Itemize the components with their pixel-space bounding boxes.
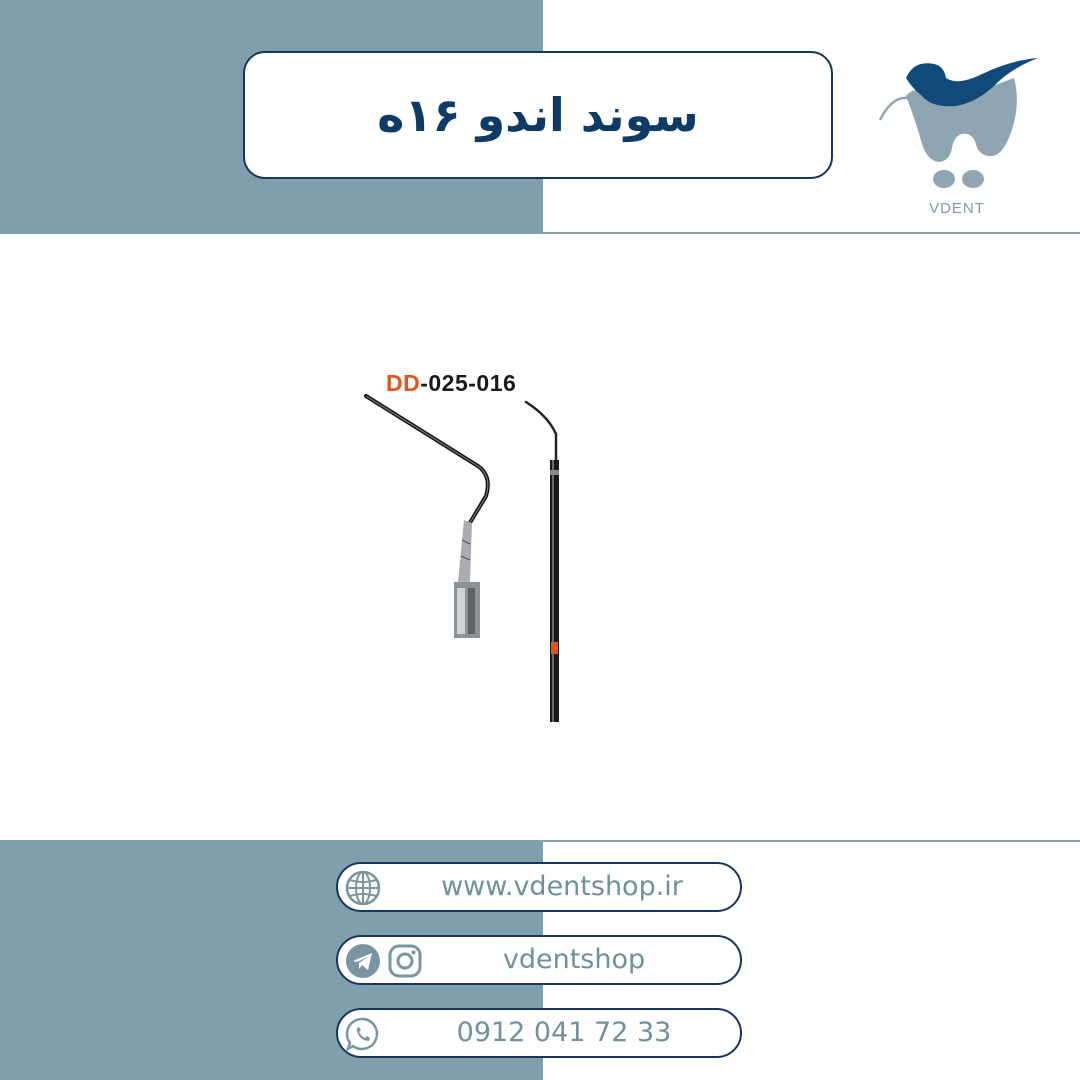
- page-title: سوند اندو ۱۶ه: [377, 88, 699, 142]
- phone-number[interactable]: 0912 041 72 33: [456, 1017, 672, 1048]
- product-code: [386, 370, 516, 397]
- tooth-cart-icon: [872, 48, 1042, 198]
- logo-text: VDENT: [929, 200, 985, 217]
- whatsapp-icon: [344, 1015, 382, 1053]
- title-box: [243, 51, 833, 179]
- social-handle[interactable]: vdentshop: [502, 944, 646, 975]
- globe-icon: [344, 869, 382, 907]
- footer-divider: [543, 840, 1080, 842]
- product-code-prefix: DD: [386, 370, 421, 396]
- brand-logo: [872, 48, 1042, 228]
- social-pill[interactable]: [336, 935, 742, 985]
- product-image: [358, 320, 690, 730]
- website-pill[interactable]: [336, 862, 742, 912]
- website-link[interactable]: www.vdentshop.ir: [441, 871, 683, 902]
- telegram-icon[interactable]: [344, 942, 382, 980]
- header-divider: [543, 232, 1080, 234]
- phone-pill[interactable]: [336, 1008, 742, 1058]
- product-code-suffix: -025-016: [420, 370, 517, 396]
